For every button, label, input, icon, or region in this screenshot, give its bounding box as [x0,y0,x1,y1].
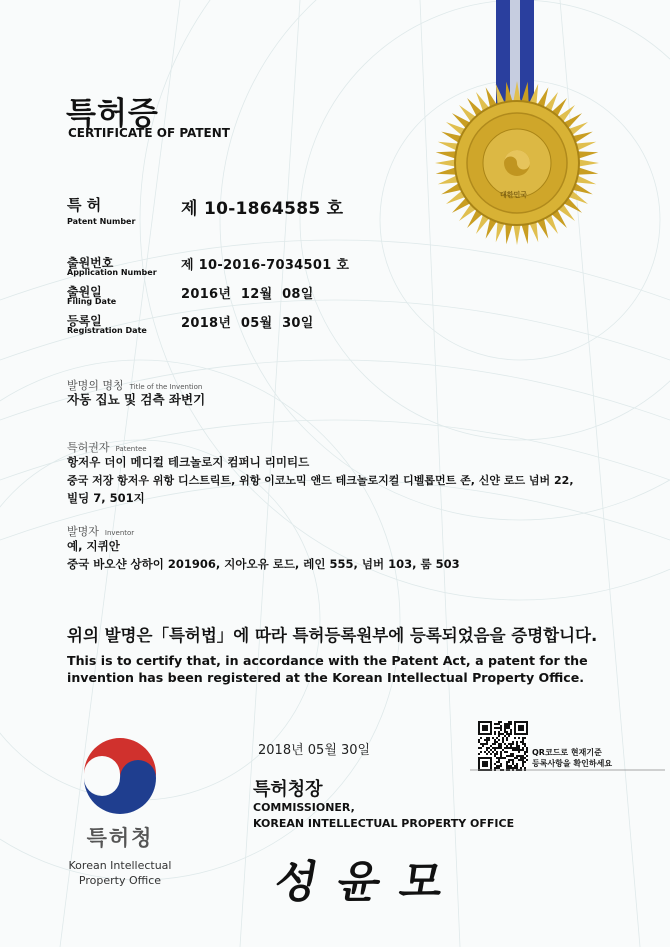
qr-module [510,723,512,725]
qr-module [508,723,510,725]
seal-inscription: 대한민국 [500,191,528,199]
kipo-name-ko: 특허청 [86,826,154,850]
qr-module [516,749,518,751]
qr-module [508,765,510,767]
inventor-label-en: Inventor [104,529,135,537]
qr-module [498,735,500,737]
qr-module [508,761,510,763]
qr-module [510,733,512,735]
qr-module [504,735,506,737]
qr-module [514,757,516,759]
qr-module [514,747,516,749]
issue-date: 2018년 05월 30일 [258,743,371,758]
qr-module [500,765,502,767]
patentee-heading [67,436,147,455]
qr-module [508,727,510,729]
inventor-name: 예, 지퀴안 [67,539,120,553]
qr-module [498,733,500,735]
qr-module [512,747,514,749]
certification-text-en: This is to certify that, in accordance with the Patent Act, a patent for the invention has been registered at the Korean Intellectual Property Office. [67,653,588,685]
kipo-name-en-line1: Korean Intellectual [68,859,172,872]
qr-module [522,749,524,751]
qr-module [518,749,520,751]
qr-module [502,749,504,751]
qr-module [496,747,498,749]
qr-module [516,757,518,759]
qr-module [514,749,516,751]
qr-module [500,751,502,753]
qr-module [504,757,506,759]
qr-module [492,751,494,753]
qr-module [496,727,498,729]
qr-module [522,761,524,763]
qr-module [494,743,496,745]
qr-module [494,733,496,735]
qr-module [494,727,496,729]
patentee-address-line1: 중국 저장 항저우 위항 디스트릭트, 위항 이코노믹 앤드 테크놀로지컬 디벨롭먼트 존, 신얀 로드 넘버 22, [67,474,574,487]
qr-module [516,747,518,749]
qr-module [524,743,526,745]
kipo-name-en [52,858,188,888]
qr-module [490,753,492,755]
qr-module [506,761,508,763]
qr-module [498,743,500,745]
qr-module [512,749,514,751]
qr-module [510,731,512,733]
qr-module [498,759,500,761]
qr-module [520,755,522,757]
qr-module [504,723,506,725]
invention-label-en: Title of the Invention [129,383,203,391]
application-number-label-en: Application Number [67,268,157,277]
qr-module [520,749,522,751]
qr-module [504,731,506,733]
qr-module [522,755,524,757]
qr-module [492,737,494,739]
application-number-value: 제 10-2016-7034501 호 [181,258,350,273]
patentee-address-line2: 빌딩 7, 501지 [67,491,145,505]
qr-module [504,751,506,753]
commissioner-line1: COMMISSIONER, [253,801,355,814]
filing-date-label: 출원일 [67,285,102,299]
qr-module [488,751,490,753]
qr-module [520,741,522,743]
qr-note-line2: 등록사항을 확인하세요 [532,759,613,768]
qr-module [506,733,508,735]
qr-module [500,733,502,735]
qr-module [508,735,510,737]
qr-module [506,725,508,727]
qr-module [498,731,500,733]
qr-module [498,747,500,749]
qr-module [496,751,498,753]
registration-date-label-en: Registration Date [67,326,147,335]
qr-module [522,757,524,759]
qr-module [516,763,518,765]
qr-module [500,753,502,755]
qr-module [478,747,480,749]
qr-module [504,727,506,729]
commissioner-title-ko: 특허청장 [253,779,323,800]
inventor-heading [67,520,134,539]
patent-number-value: 제 10-1864585 호 [181,199,344,219]
qr-module [518,759,520,761]
patentee-label: 특허권자 [67,441,110,454]
gold-seal-icon [432,78,602,248]
qr-module [498,723,500,725]
qr-module [496,761,498,763]
qr-module [520,757,522,759]
qr-module [494,749,496,751]
qr-module [488,739,490,741]
qr-module [516,765,518,767]
qr-module [512,741,514,743]
qr-module [486,741,488,743]
qr-module [500,727,502,729]
qr-module [500,755,502,757]
qr-module [488,747,490,749]
qr-module [506,765,508,767]
qr-module [480,743,482,745]
qr-module [516,741,518,743]
qr-module [498,757,500,759]
qr-module [506,727,508,729]
qr-module [494,763,496,765]
qr-module [494,753,496,755]
qr-module [512,761,514,763]
invention-title: 자동 집뇨 및 검측 좌변기 [67,392,206,407]
qr-module [500,747,502,749]
qr-module [518,737,520,739]
qr-code-icon[interactable] [478,721,528,771]
qr-module [500,763,502,765]
qr-module [494,747,496,749]
qr-module [486,739,488,741]
qr-module [506,751,508,753]
qr-module [512,743,514,745]
qr-module [498,745,500,747]
patentee-label-en: Patentee [115,445,147,453]
qr-module [518,745,520,747]
qr-module [524,757,526,759]
qr-module [522,747,524,749]
qr-module [508,733,510,735]
qr-module [502,741,504,743]
qr-module [512,755,514,757]
qr-module [524,751,526,753]
qr-module [522,759,524,761]
qr-module [496,753,498,755]
qr-module [484,751,486,753]
filing-date-value: 2016년 12월 08일 [181,287,314,302]
qr-module [494,741,496,743]
invention-label: 발명의 명칭 [67,379,124,392]
qr-module [494,755,496,757]
qr-module [504,729,506,731]
commissioner-title-en [253,800,514,832]
qr-module [494,723,496,725]
qr-module [480,737,482,739]
qr-module [508,755,510,757]
qr-module [486,747,488,749]
qr-module [504,725,506,727]
qr-module [512,753,514,755]
qr-module [526,759,528,761]
qr-module [522,765,524,767]
qr-module [522,741,524,743]
registration-date-value: 2018년 05월 30일 [181,316,314,331]
qr-module [498,765,500,767]
qr-module [526,755,528,757]
qr-module [524,737,526,739]
commissioner-signature: 성윤모 [270,857,468,908]
qr-module [496,757,498,759]
qr-module [478,739,480,741]
qr-module [500,743,502,745]
qr-module [498,721,500,723]
qr-note-line1: QR코드로 현재기준 [532,748,602,757]
qr-module [500,725,502,727]
qr-module [510,743,512,745]
qr-module [506,723,508,725]
qr-module [526,747,528,749]
qr-module [496,723,498,725]
qr-module [510,745,512,747]
qr-module [514,765,516,767]
qr-module [504,743,506,745]
qr-module [506,731,508,733]
qr-module [508,721,510,723]
qr-module [500,721,502,723]
registration-date-label: 등록일 [67,314,102,328]
qr-module [486,753,488,755]
qr-module [522,763,524,765]
qr-module [496,741,498,743]
qr-module [510,759,512,761]
qr-module [524,753,526,755]
qr-module [502,757,504,759]
qr-module [520,759,522,761]
qr-module [482,761,488,767]
patent-number-label-en: Patent Number [67,217,136,226]
inventor-label: 발명자 [67,525,99,538]
qr-module [502,739,504,741]
qr-module [498,739,500,741]
qr-module [506,745,508,747]
qr-module [486,743,488,745]
qr-module [488,737,490,739]
qr-module [510,747,512,749]
qr-module [494,739,496,741]
qr-module [524,745,526,747]
qr-module [506,737,508,739]
qr-module [518,725,524,731]
qr-module [498,761,500,763]
qr-module [516,755,518,757]
qr-module [518,751,520,753]
qr-module [504,747,506,749]
qr-module [516,743,518,745]
qr-module [510,755,512,757]
qr-module [522,739,524,741]
qr-module [478,753,480,755]
qr-module [518,747,520,749]
qr-module [482,743,484,745]
qr-module [522,737,524,739]
inventor-address: 중국 바오샨 상하이 201906, 지아오유 로드, 레인 555, 넘버 103, 룸 503 [67,557,460,571]
qr-module [492,743,494,745]
kipo-name-en-line2: Property Office [78,874,162,887]
qr-module [496,765,498,767]
qr-module [490,745,492,747]
qr-module [510,765,512,767]
qr-module [506,739,508,741]
qr-module [502,733,504,735]
qr-module [506,763,508,765]
qr-module [478,741,480,743]
qr-module [492,747,494,749]
qr-module [490,749,492,751]
qr-module [498,727,500,729]
qr-module [512,763,514,765]
commissioner-line2: KOREAN INTELLECTUAL PROPERTY OFFICE [253,817,515,830]
qr-module [482,745,484,747]
qr-module [494,731,496,733]
qr-module [484,743,486,745]
qr-module [518,755,520,757]
certification-text-ko: 위의 발명은「특허법」에 따라 특허등록원부에 등록되었음을 증명합니다. [67,626,598,645]
patentee-name: 항저우 더이 메디컬 테크놀로지 컴퍼니 리미티드 [67,455,310,469]
qr-note [532,747,612,769]
qr-module [500,729,502,731]
qr-module [526,749,528,751]
qr-module [484,739,486,741]
qr-module [500,745,502,747]
qr-module [506,747,508,749]
patent-number-label: 특 허 [67,196,102,214]
application-number-label: 출원번호 [67,256,114,270]
qr-module [510,729,512,731]
qr-module [510,753,512,755]
qr-module [496,737,498,739]
qr-module [524,761,526,763]
qr-module [506,755,508,757]
qr-module [486,749,488,751]
qr-module [480,747,482,749]
qr-module [508,759,510,761]
qr-module [512,759,514,761]
page-subtitle: CERTIFICATE OF PATENT [68,126,230,140]
qr-module [508,743,510,745]
page-title: 특허증 [66,96,159,132]
kipo-logo-icon [78,734,162,818]
qr-module [502,737,504,739]
filing-date-label-en: Filing Date [67,297,117,306]
qr-module [510,721,512,723]
qr-module [516,745,518,747]
qr-module [508,747,510,749]
qr-module [500,757,502,759]
qr-module [486,737,488,739]
qr-module [522,743,524,745]
qr-module [514,737,516,739]
qr-module [526,751,528,753]
qr-module [482,725,488,731]
qr-module [480,751,482,753]
qr-module [508,725,510,727]
